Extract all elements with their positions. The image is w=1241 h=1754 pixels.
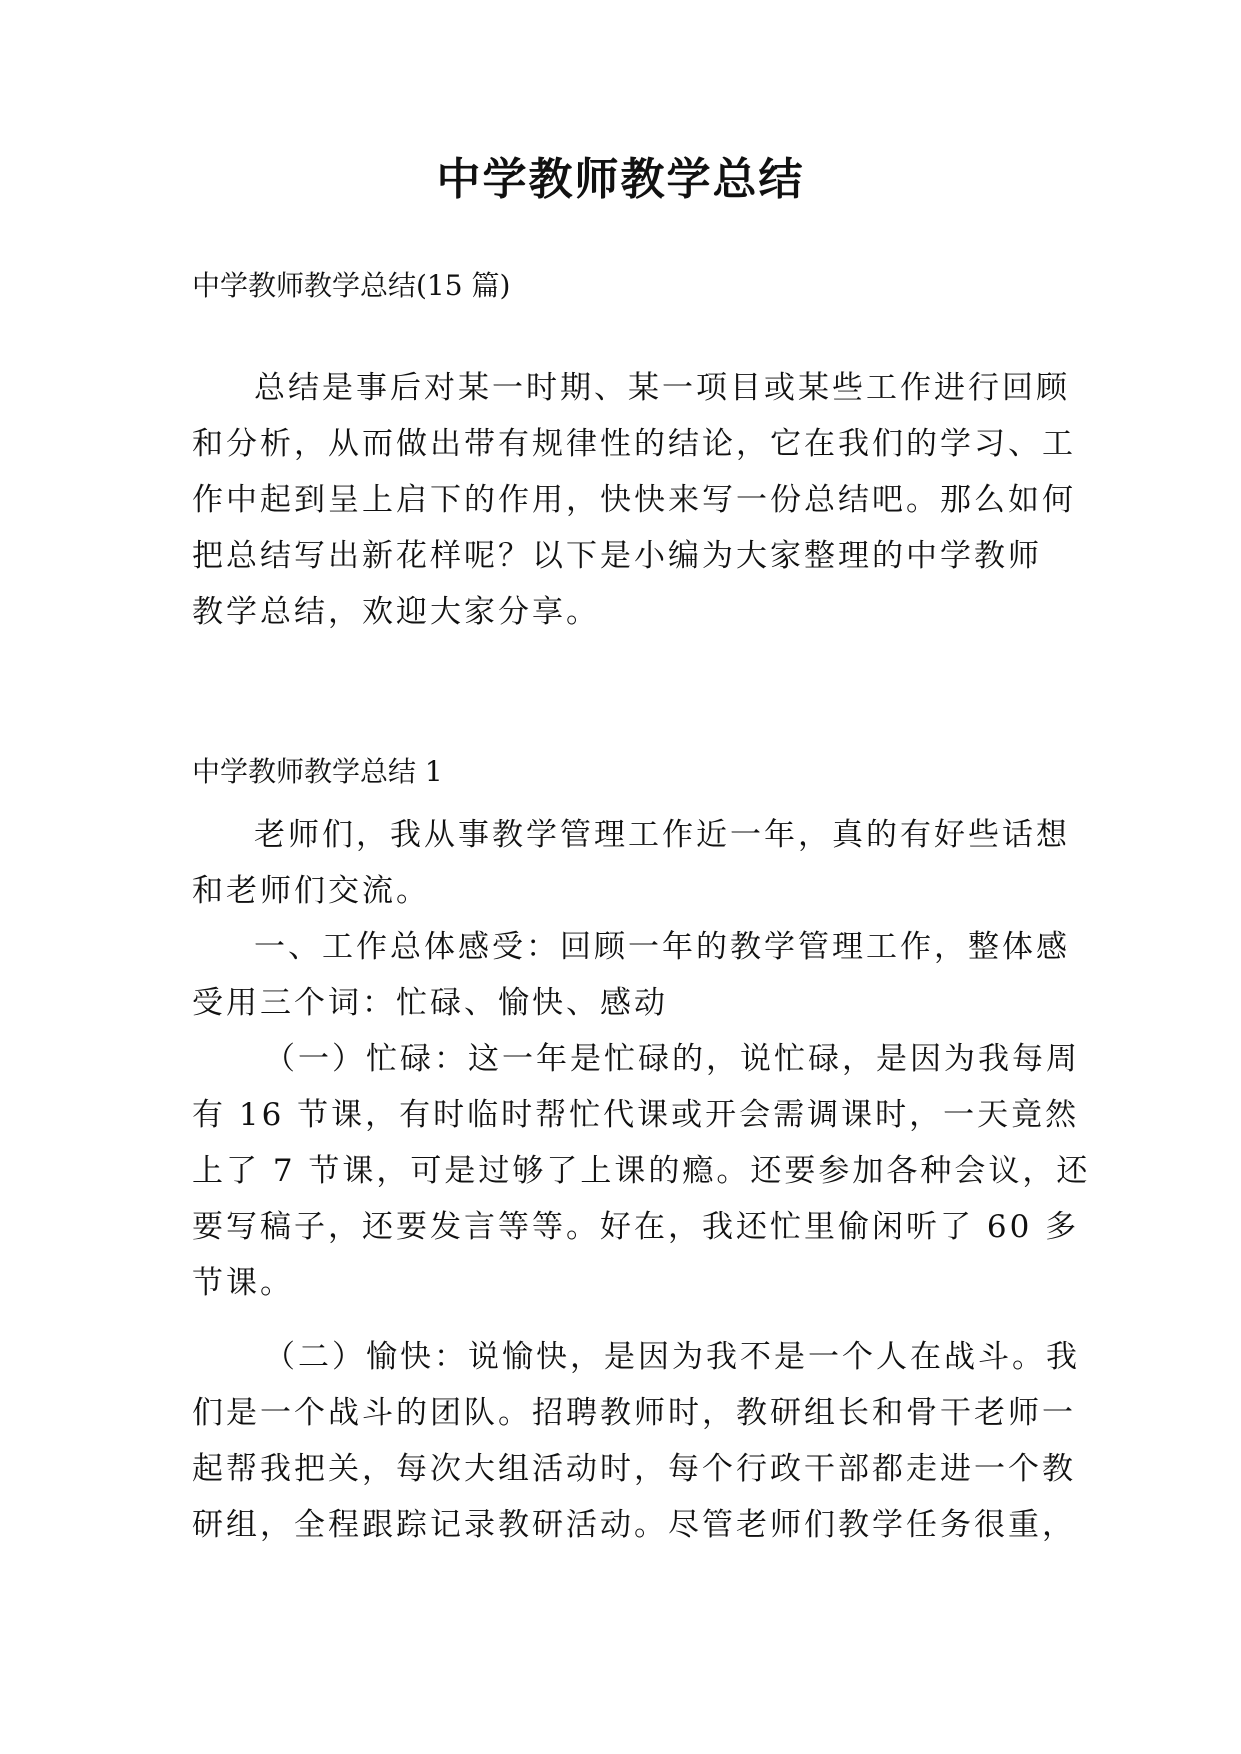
intro-line: 总结是事后对某一时期、某一项目或某些工作进行回顾	[254, 370, 1070, 406]
paragraph-line: 受用三个词：忙碌、愉快、感动	[192, 985, 668, 1021]
intro-line: 作中起到呈上启下的作用，快快来写一份总结吧。那么如何	[192, 482, 1076, 518]
section1-paragraph-4	[192, 1329, 1080, 1553]
document-title: 中学教师教学总结	[436, 154, 805, 205]
paragraph-line: 上了 7 节课，可是过够了上课的瘾。还要参加各种会议，还	[192, 1153, 1091, 1189]
section1-paragraph-3	[192, 1031, 1091, 1311]
paragraph-line: 们是一个战斗的团队。招聘教师时，教研组长和骨干老师一	[192, 1395, 1076, 1431]
paragraph-line: 起帮我把关，每次大组活动时，每个行政干部都走进一个教	[192, 1451, 1076, 1487]
document-subtitle: 中学教师教学总结(15 篇)	[192, 269, 511, 302]
paragraph-line: 要写稿子，还要发言等等。好在，我还忙里偷闲听了 60 多	[192, 1209, 1080, 1245]
section1-paragraph-2	[192, 919, 1070, 1031]
paragraph-line: 有 16 节课，有时临时帮忙代课或开会需调课时，一天竟然	[192, 1097, 1080, 1133]
paragraph-line: 和老师们交流。	[192, 873, 430, 909]
paragraph-line: （一）忙碌：这一年是忙碌的，说忙碌，是因为我每周	[264, 1041, 1080, 1077]
section-heading: 中学教师教学总结 1	[192, 755, 443, 788]
section1-paragraph-1	[192, 807, 1070, 919]
paragraph-line: （二）愉快：说愉快，是因为我不是一个人在战斗。我	[264, 1339, 1080, 1375]
intro-paragraph	[192, 360, 1076, 640]
intro-line: 和分析，从而做出带有规律性的结论，它在我们的学习、工	[192, 426, 1076, 462]
intro-line: 教学总结，欢迎大家分享。	[192, 594, 600, 630]
intro-line: 把总结写出新花样呢？以下是小编为大家整理的中学教师	[192, 538, 1042, 574]
paragraph-line: 老师们，我从事教学管理工作近一年，真的有好些话想	[254, 817, 1070, 853]
paragraph-line: 研组，全程跟踪记录教研活动。尽管老师们教学任务很重，	[192, 1507, 1076, 1543]
paragraph-line: 一、工作总体感受：回顾一年的教学管理工作，整体感	[254, 929, 1070, 965]
paragraph-line: 节课。	[192, 1265, 294, 1301]
